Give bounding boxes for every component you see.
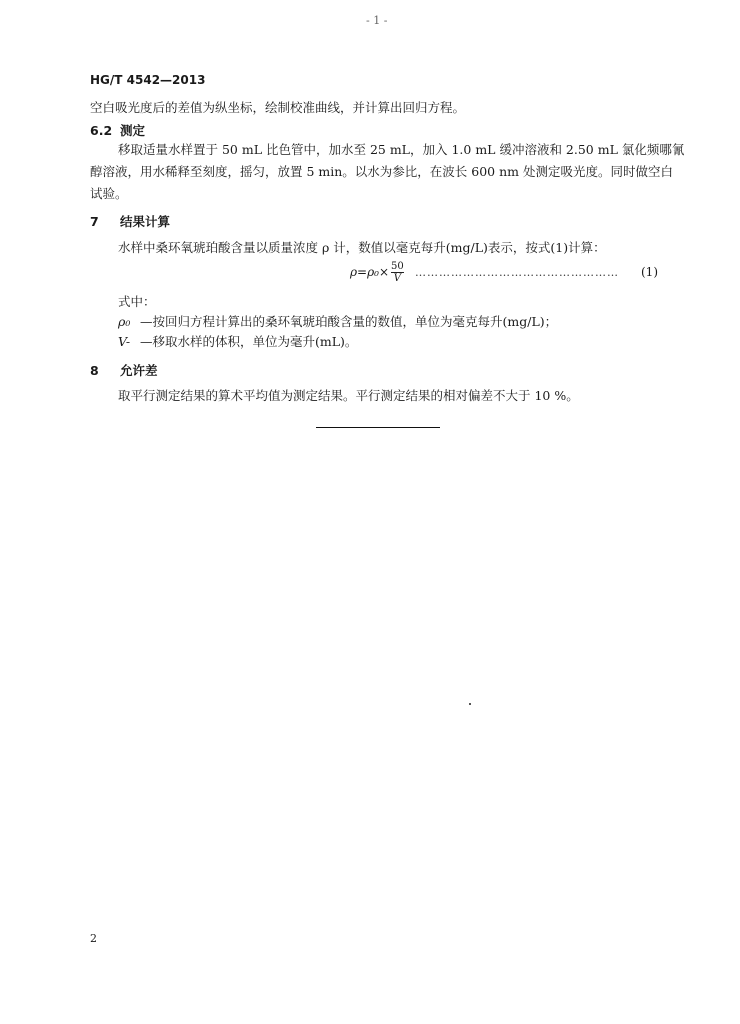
- section-6-2-title: 测定: [120, 123, 146, 138]
- section-8-heading: [90, 361, 158, 379]
- section-7-number: 7: [90, 214, 99, 229]
- formula-denominator: V: [391, 272, 404, 284]
- section-6-2-line-2: 醇溶液，用水稀释至刻度，摇匀，放置 5 min。以水为参比，在波长 600 nm 处测定吸光度。同时做空白: [90, 164, 673, 179]
- where-label: 式中：: [118, 294, 156, 309]
- variable-v-symbol: V-: [118, 334, 131, 349]
- formula-numerator: 50: [391, 261, 404, 272]
- top-page-mark: - 1 -: [366, 14, 388, 27]
- section-7-intro: 水样中桑环氧琥珀酸含量以质量浓度 ρ 计，数值以毫克每升(mg/L)表示，按式(1)计算：: [118, 240, 606, 255]
- variable-rho0-description: —按回归方程计算出的桑环氧琥珀酸含量的数值，单位为毫克每升(mg/L)；: [140, 314, 558, 329]
- section-8-text: 取平行测定结果的算术平均值为测定结果。平行测定结果的相对偏差不大于 10 %。: [118, 388, 579, 403]
- formula-fraction: [391, 261, 404, 284]
- section-8-number: 8: [90, 363, 99, 378]
- section-6-2-line-1: 移取适量水样置于 50 mL 比色管中，加水至 25 mL，加入 1.0 mL 缓冲溶液和 2.50 mL 氯化频哪氰: [118, 142, 685, 157]
- standard-number: HG/T 4542—2013: [90, 73, 206, 87]
- formula-leader-dots: ……………………………………………: [415, 266, 619, 279]
- page-number: 2: [90, 932, 97, 945]
- section-6-2-number: 6.2: [90, 123, 113, 138]
- formula-1: [350, 261, 404, 284]
- equation-number: (1): [641, 265, 658, 279]
- section-6-2-line-3: 试验。: [90, 186, 128, 201]
- variable-rho0-symbol: ρ₀: [118, 314, 131, 329]
- variable-v-description: —移取水样的体积，单位为毫升(mL)。: [140, 334, 358, 349]
- formula-lhs: ρ=ρ₀×: [350, 265, 390, 279]
- end-rule: [316, 427, 440, 428]
- section6-continued-text: 空白吸光度后的差值为纵坐标，绘制校准曲线，并计算出回归方程。: [90, 100, 466, 115]
- scan-speck: [469, 703, 471, 705]
- section-7-title: 结果计算: [120, 214, 171, 229]
- variable-rho0-definition: [118, 311, 557, 333]
- section-8-title: 允许差: [120, 363, 158, 378]
- variable-v-definition: [118, 331, 357, 353]
- section-7-heading: [90, 212, 170, 230]
- section-6-2-heading: [90, 121, 145, 139]
